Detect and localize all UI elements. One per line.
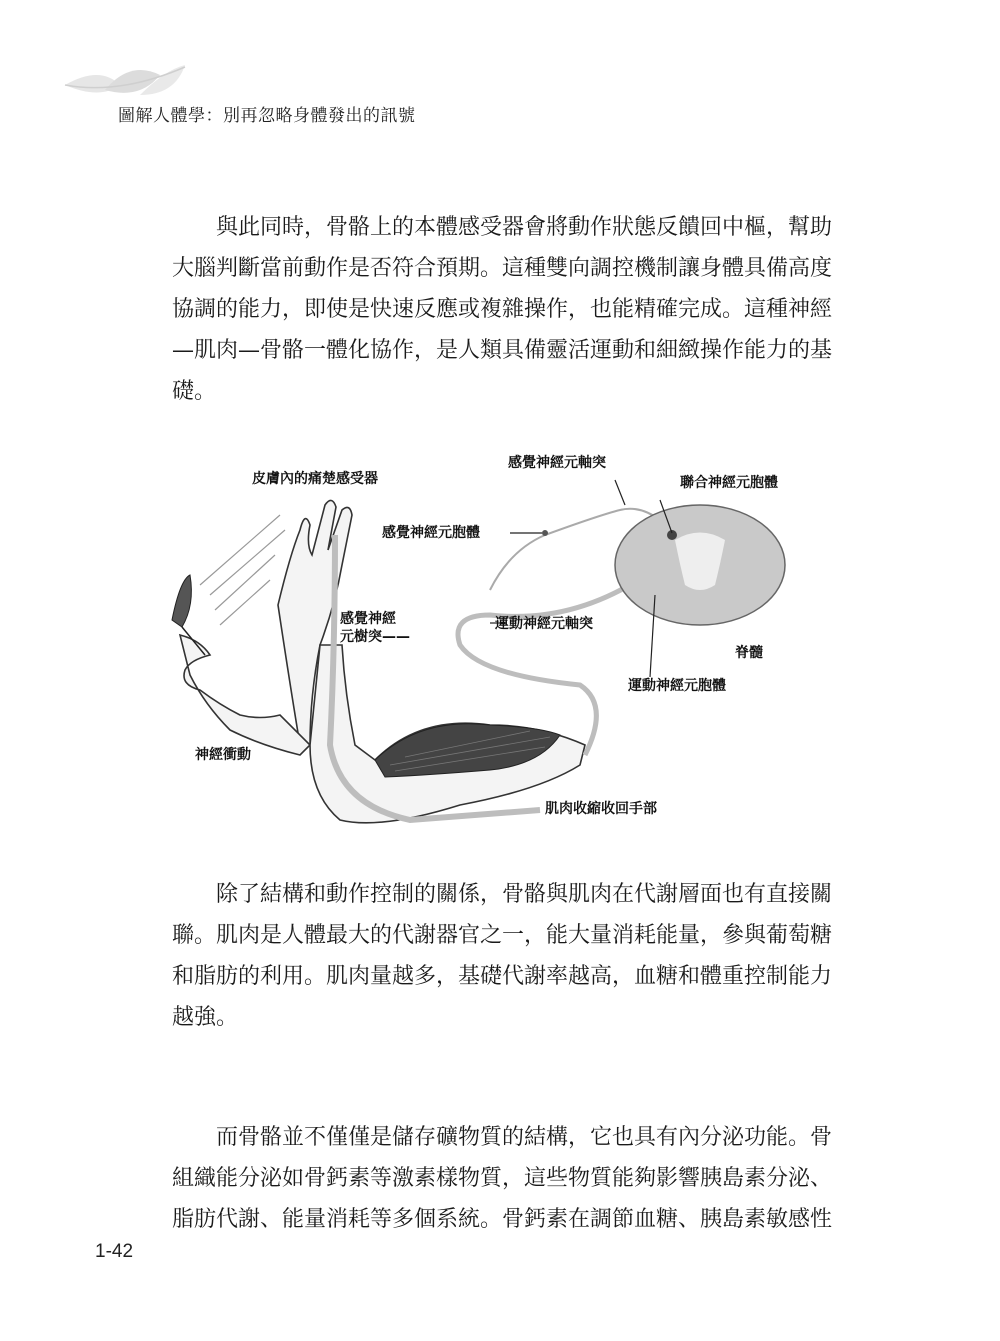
label-spinal-cord: 脊髓	[735, 645, 763, 661]
label-interneuron-body: 聯合神經元胞體	[680, 475, 778, 491]
label-sensory-dendrite-2: 元樹突——	[340, 629, 410, 645]
label-motor-body: 運動神經元胞體	[628, 678, 726, 694]
spinal-cord-illustration	[615, 505, 785, 625]
label-nerve-impulse: 神經衝動	[195, 747, 251, 763]
paragraph-text: 而骨骼並不僅僅是儲存礦物質的結構，它也具有內分泌功能。骨組織能分泌如骨鈣素等激素樣物質，這些物質能夠影響胰島素分泌、脂肪代謝、能量消耗等多個系統。骨鈣素在調節血糖、胰島素敏感性	[172, 1125, 833, 1232]
body-paragraph-1	[172, 207, 832, 412]
reflex-arc-figure	[160, 445, 840, 845]
paragraph-text: 除了結構和動作控制的關係，骨骼與肌肉在代謝層面也有直接關聯。肌肉是人體最大的代謝器官之一，能大量消耗能量，參與葡萄糖和脂肪的利用。肌肉量越多，基礎代謝率越高，血糖和體重控制能力越強。	[172, 882, 833, 1030]
body-paragraph-2	[172, 874, 832, 1038]
label-motor-axon: 運動神經元軸突	[495, 616, 593, 632]
motion-lines	[200, 515, 285, 625]
body-paragraph-3	[172, 1117, 832, 1240]
label-sensory-dendrite-1: 感覺神經	[340, 611, 396, 627]
sensory-neuron-body-dot	[542, 530, 548, 536]
page-number: 1-42	[95, 1241, 134, 1262]
label-sensory-axon: 感覺神經元軸突	[508, 455, 606, 471]
reflex-arc-diagram	[160, 445, 840, 845]
paragraph-text: 與此同時，骨骼上的本體感受器會將動作狀態反饋回中樞，幫助大腦判斷當前動作是否符合預期。這種雙向調控機制讓身體具備高度協調的能力，即使是快速反應或複雜操作，也能精確完成。這種神經—肌肉—骨骼一體化協作，是人類具備靈活運動和細緻操作能力的基礎。	[172, 215, 833, 404]
running-header-title: 圖解人體學：別再忽略身體發出的訊號	[118, 106, 416, 126]
label-sensory-body: 感覺神經元胞體	[382, 525, 480, 541]
sensory-pathway-line	[490, 535, 545, 590]
label-pain-receptor: 皮膚內的痛楚感受器	[252, 471, 378, 487]
label-muscle-contract: 肌肉收縮收回手部	[545, 801, 657, 817]
